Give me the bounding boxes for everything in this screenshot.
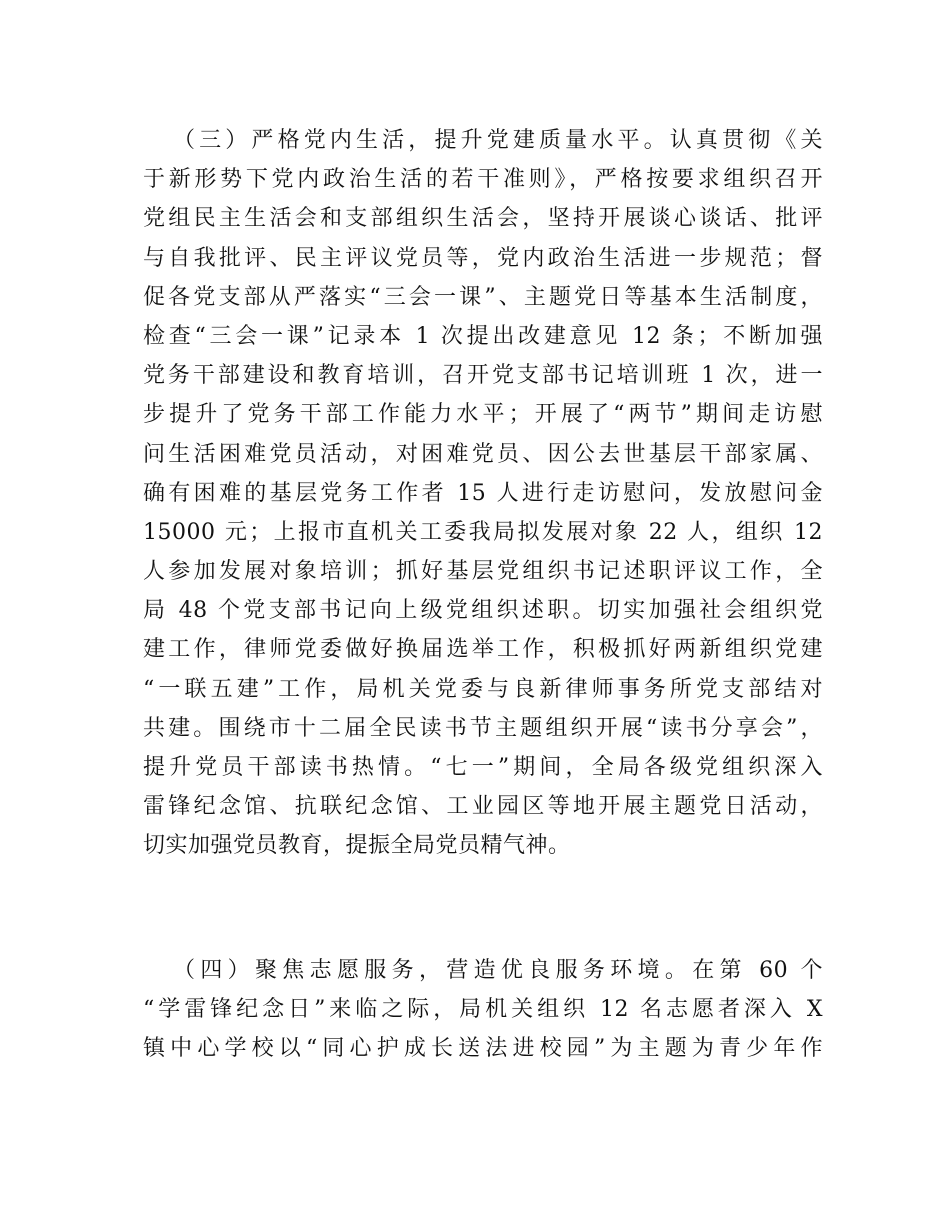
paragraph-line: “一联五建”工作，局机关党委与良新律师事务所党支部结对 — [143, 676, 823, 702]
paragraph-line: “学雷锋纪念日”来临之际，局机关组织 12 名志愿者深入 X — [143, 997, 823, 1023]
paragraph-line: 雷锋纪念馆、抗联纪念馆、工业园区等地开展主题党日活动， — [143, 794, 823, 820]
paragraph-line: 促各党支部从严落实“三会一课”、主题党日等基本生活制度， — [143, 284, 823, 310]
paragraph-line: 于新形势下党内政治生活的若干准则》，严格按要求组织召开 — [143, 167, 823, 193]
paragraph-line: 党务干部建设和教育培训，召开党支部书记培训班 1 次，进一 — [143, 363, 823, 389]
paragraph-line: 局 48 个党支部书记向上级党组织述职。切实加强社会组织党 — [143, 598, 823, 624]
paragraph-line: 检查“三会一课”记录本 1 次提出改建意见 12 条；不断加强 — [143, 323, 823, 349]
paragraph-line: 问生活困难党员活动，对困难党员、因公去世基层干部家属、 — [143, 441, 823, 467]
paragraph-line: 提升党员干部读书热情。“七一”期间，全局各级党组织深入 — [143, 755, 823, 780]
paragraph-line: 人参加发展对象培训；抓好基层党组织书记述职评议工作，全 — [143, 559, 823, 585]
paragraph-line: 步提升了党务干部工作能力水平；开展了“两节”期间走访慰 — [143, 402, 823, 428]
paragraph-line: （四）聚焦志愿服务，营造优良服务环境。在第 60 个 — [173, 958, 823, 983]
paragraph-section-3 — [143, 121, 823, 866]
paragraph-section-4 — [143, 951, 823, 1069]
paragraph-line: 切实加强党员教育，提振全局党员精气神。 — [143, 833, 571, 859]
paragraph-line: 确有困难的基层党务工作者 15 人进行走访慰问，发放慰问金 — [143, 480, 823, 506]
paragraph-line: 与自我批评、民主评议党员等，党内政治生活进一步规范；督 — [143, 245, 823, 271]
paragraph-line: （三）严格党内生活，提升党建质量水平。认真贯彻《关 — [173, 128, 823, 153]
paragraph-line: 15000 元；上报市直机关工委我局拟发展对象 22 人，组织 12 — [143, 519, 823, 545]
paragraph-line: 镇中心学校以“同心护成长送法进校园”为主题为青少年作 — [143, 1036, 823, 1062]
paragraph-line: 党组民主生活会和支部组织生活会，坚持开展谈心谈话、批评 — [143, 206, 823, 232]
paragraph-line: 共建。围绕市十二届全民读书节主题组织开展“读书分享会”， — [143, 715, 823, 741]
paragraph-line: 建工作，律师党委做好换届选举工作，积极抓好两新组织党建 — [143, 637, 823, 663]
